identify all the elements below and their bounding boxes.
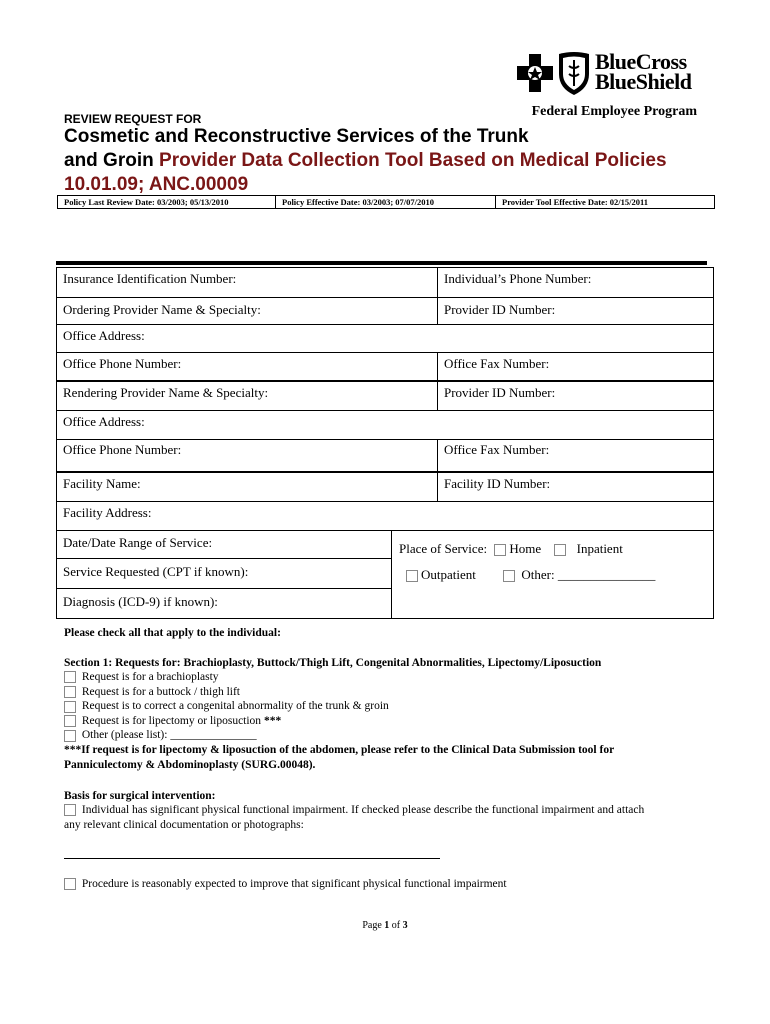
facility-address-field[interactable]: Facility Address: <box>63 505 152 520</box>
procedure-item: Procedure is reasonably expected to improve that significant physical functional impairment <box>64 877 507 892</box>
office-fax-field-2[interactable]: Office Fax Number: <box>444 442 550 457</box>
place-of-service-label: Place of Service: <box>399 541 488 556</box>
form-row-insurance <box>57 268 713 298</box>
checklist-item: Request is for a brachioplasty <box>64 670 614 685</box>
brand-line-1: BlueCross <box>595 49 687 74</box>
procedure-checkbox[interactable] <box>64 878 76 890</box>
other-place-label: Other: _______________ <box>521 567 656 582</box>
facility-id-field[interactable]: Facility ID Number: <box>444 476 551 491</box>
lipectomy-note-line-2: Panniculectomy & Abdominoplasty (SURG.00048). <box>64 758 316 771</box>
office-phone-field-2[interactable]: Office Phone Number: <box>63 442 182 457</box>
blue-shield-icon <box>557 52 591 96</box>
office-address-field-1[interactable]: Office Address: <box>63 328 145 343</box>
provider-tool-effective-date: Provider Tool Effective Date: 02/15/2011 <box>502 197 649 207</box>
section-1-title: Section 1: Requests for: Brachioplasty, Buttock/Thigh Lift, Congenital Abnormalities, Lipectomy/Liposuction <box>64 657 602 669</box>
title-line-2-black: and Groin <box>64 150 154 171</box>
outpatient-checkbox[interactable] <box>406 570 418 582</box>
form-row-service <box>57 531 713 618</box>
inpatient-checkbox[interactable] <box>554 544 566 556</box>
policy-last-review-date: Policy Last Review Date: 03/2003; 05/13/2010 <box>58 196 276 208</box>
review-request-label: REVIEW REQUEST FOR <box>64 112 202 126</box>
program-name: Federal Employee Program <box>531 104 697 119</box>
home-checkbox[interactable] <box>494 544 506 556</box>
lipectomy-note-line-1: ***If request is for lipectomy & liposuction of the abdomen, please refer to the Clinical Data Submission tool for <box>64 743 615 756</box>
other-checkbox[interactable] <box>503 570 515 582</box>
provider-id-field-2[interactable]: Provider ID Number: <box>444 385 556 400</box>
policy-effective-date: Policy Effective Date: 03/2003; 07/07/2010 <box>276 196 496 208</box>
outpatient-label: Outpatient <box>421 567 476 582</box>
impairment-item: Individual has significant physical functional impairment. If checked please describe the functional impairment and attach any relevant clinical documentation or photographs: <box>64 804 645 831</box>
basis-title: Basis for surgical intervention: <box>64 790 216 802</box>
place-of-service-box <box>391 531 713 588</box>
thigh-lift-checkbox[interactable] <box>64 686 76 698</box>
facility-name-field[interactable]: Facility Name: <box>63 476 141 491</box>
checklist-item: Request is for lipectomy or liposuction *** <box>64 714 614 729</box>
checklist-item: Other (please list): _______________ <box>64 728 614 743</box>
policy-date-bar <box>57 195 715 209</box>
form-row-ordering-provider <box>57 298 713 325</box>
impairment-description-line[interactable] <box>64 858 440 859</box>
provider-info-form <box>56 267 714 619</box>
form-row-office-address-1 <box>57 325 713 353</box>
lipectomy-note-marker: *** <box>263 714 282 727</box>
lipectomy-checkbox[interactable] <box>64 715 76 727</box>
form-row-office-phone-1 <box>57 353 713 382</box>
service-requested-field[interactable]: Service Requested (CPT if known): <box>63 564 249 579</box>
provider-id-field-1[interactable]: Provider ID Number: <box>444 302 556 317</box>
individual-phone-field[interactable]: Individual’s Phone Number: <box>444 271 592 286</box>
brand-line-2: BlueShield <box>595 69 692 94</box>
form-row-office-address-2 <box>57 411 713 440</box>
form-row-facility-address <box>57 502 713 531</box>
page-number: Page 1 of 3 <box>362 920 408 931</box>
section-divider <box>56 261 707 265</box>
title-line-1: Cosmetic and Reconstructive Services of the Trunk <box>64 126 529 147</box>
rendering-provider-field[interactable]: Rendering Provider Name & Specialty: <box>63 385 269 400</box>
impairment-checkbox[interactable] <box>64 804 76 816</box>
form-row-rendering-provider <box>57 382 713 411</box>
form-row-facility-name <box>57 473 713 502</box>
checklist-item: Request is to correct a congenital abnormality of the trunk & groin <box>64 699 614 714</box>
inpatient-label: Inpatient <box>576 541 623 556</box>
home-label: Home <box>509 541 542 556</box>
congenital-abnormality-checkbox[interactable] <box>64 701 76 713</box>
insurance-id-field[interactable]: Insurance Identification Number: <box>63 271 237 286</box>
diagnosis-field[interactable]: Diagnosis (ICD-9) if known): <box>63 594 218 609</box>
other-request-checkbox[interactable] <box>64 730 76 742</box>
title-line-2 <box>64 150 667 172</box>
ordering-provider-field[interactable]: Ordering Provider Name & Specialty: <box>63 302 261 317</box>
date-range-field[interactable]: Date/Date Range of Service: <box>63 535 213 550</box>
checklist-item: Request is for a buttock / thigh lift <box>64 685 614 700</box>
office-phone-field-1[interactable]: Office Phone Number: <box>63 356 182 371</box>
office-fax-field-1[interactable]: Office Fax Number: <box>444 356 550 371</box>
checklist-intro: Please check all that apply to the individual: <box>64 627 281 639</box>
section-1-items <box>64 670 614 772</box>
brachioplasty-checkbox[interactable] <box>64 671 76 683</box>
title-line-2-red: Provider Data Collection Tool Based on Medical Policies <box>159 150 667 171</box>
bcbs-logo <box>517 50 697 125</box>
form-row-office-phone-2 <box>57 440 713 473</box>
office-address-field-2[interactable]: Office Address: <box>63 414 145 429</box>
policy-numbers: 10.01.09; ANC.00009 <box>64 174 249 195</box>
blue-cross-icon <box>517 54 553 94</box>
